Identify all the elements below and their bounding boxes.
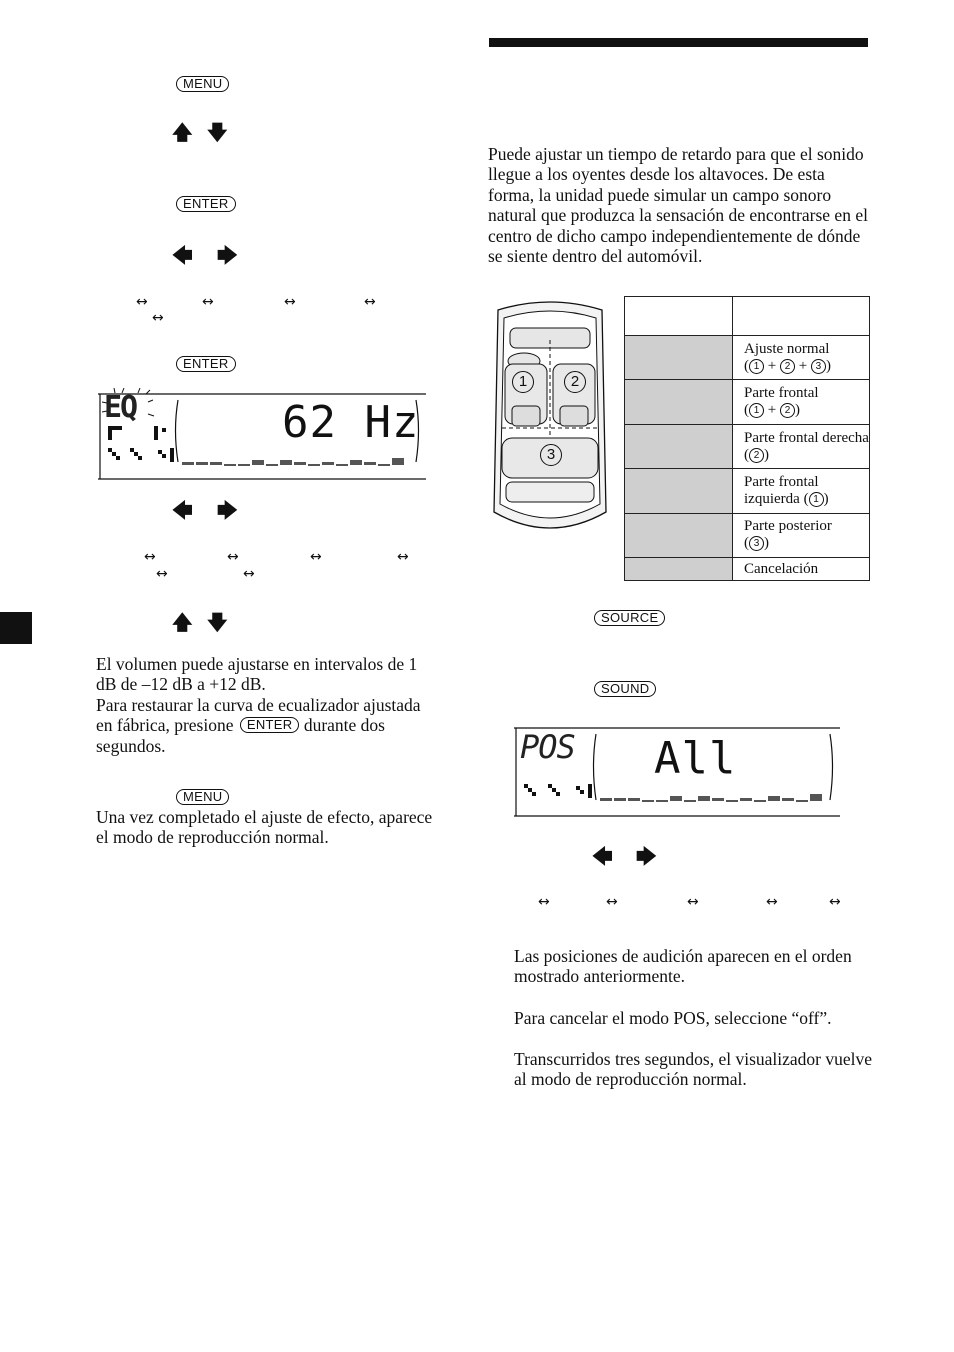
table-description-cell: Parte posterior ( 3 ) — [733, 513, 870, 557]
table-mode-cell — [625, 558, 733, 581]
menu-button[interactable]: MENU — [176, 76, 229, 92]
right-arrow-icon: 🡆 — [217, 243, 238, 267]
position-label: Parte posterior — [744, 518, 832, 535]
table-mode-cell — [625, 513, 733, 557]
table-mode-cell — [625, 469, 733, 513]
volume-range-paragraph: El volumen puede ajustarse en intervalos de 1 dB de –12 dB a +12 dB. — [96, 654, 418, 695]
lcd-frequency-value: 62 Hz — [282, 397, 420, 448]
table-header-cell — [733, 297, 870, 336]
lcd-mode-label: POS — [520, 728, 575, 766]
effect-complete-paragraph: Una vez completado el ajuste de efecto, aparece el modo de reproducción normal. — [96, 807, 433, 848]
cycle-arrow-icon: ↔ — [606, 894, 618, 910]
table-description-cell: Ajuste normal ( 1 + 2 + 3 ) — [733, 336, 870, 380]
table-header-cell — [625, 297, 733, 336]
section-tab-marker — [0, 612, 32, 644]
seat-number: 2 — [780, 359, 795, 374]
lcd-position-value: All — [654, 733, 737, 784]
enter-button[interactable]: ENTER — [240, 717, 300, 733]
seat-number: 3 — [749, 536, 764, 551]
cycle-arrow-icon: ↔ — [766, 894, 778, 910]
menu-button[interactable]: MENU — [176, 789, 229, 805]
seat-number: 1 — [809, 492, 824, 507]
left-arrow-icon: 🡄 — [172, 498, 193, 522]
down-arrow-icon: 🡇 — [207, 120, 228, 144]
seat-number: 3 — [811, 359, 826, 374]
car-outline — [488, 298, 612, 538]
cycle-arrow-icon: ↔ — [364, 294, 376, 310]
table-description-cell: Parte frontal izquierda ( 1 ) — [733, 469, 870, 513]
table-description-cell: Parte frontal derecha ( 2 ) — [733, 424, 870, 468]
cycle-arrow-icon: ↔ — [310, 549, 322, 565]
seat-1-label: 1 — [512, 371, 534, 393]
cycle-arrow-icon: ↔ — [227, 549, 239, 565]
position-label: Parte frontal — [744, 385, 819, 402]
table-row — [625, 469, 870, 513]
table-row — [625, 424, 870, 468]
cycle-arrow-icon: ↔ — [144, 549, 156, 565]
cycle-arrow-icon: ↔ — [397, 549, 409, 565]
listening-position-table — [624, 296, 870, 581]
position-label: Ajuste normal — [744, 340, 830, 357]
seat-number: 1 — [749, 359, 764, 374]
section-heading-rule — [489, 38, 868, 47]
table-row — [625, 513, 870, 557]
enter-button[interactable]: ENTER — [176, 196, 236, 212]
cycle-arrow-icon: ↔ — [829, 894, 841, 910]
seat-2-label: 2 — [564, 371, 586, 393]
table-header-row — [625, 297, 870, 336]
intro-paragraph: Puede ajustar un tiempo de retardo para que el sonido llegue a los oyentes desde los altavoces. De esta forma, la unidad puede simular un campo sonoro natural que produzca la sensación de encontrarse en el centro de dicho campo independientemente de dónde se siente dentro del automóvil. — [488, 144, 868, 267]
cycle-arrow-icon: ↔ — [538, 894, 550, 910]
table-description-cell: Cancelación — [733, 558, 870, 581]
order-note: Las posiciones de audición aparecen en el orden mostrado anteriormente. — [514, 946, 852, 987]
left-arrow-icon: 🡄 — [172, 243, 193, 267]
seat-number: 2 — [749, 448, 764, 463]
cycle-arrow-icon: ↔ — [284, 294, 296, 310]
position-label: Parte frontal izquierda — [744, 473, 819, 507]
pos-lcd-display — [514, 726, 840, 818]
lcd-mode-label: EQ — [104, 390, 137, 425]
eq-lcd-display — [98, 388, 426, 480]
cycle-arrow-icon: ↔ — [136, 294, 148, 310]
up-arrow-icon: 🡅 — [172, 610, 193, 634]
reset-text: Para restaurar la curva de ecualizador ajustada en fábrica, presione — [96, 695, 421, 736]
timeout-note: Transcurridos tres segundos, el visualizador vuelve al modo de reproducción normal. — [514, 1049, 873, 1090]
cancel-note: Para cancelar el modo POS, seleccione “off”. — [514, 1008, 832, 1028]
cycle-arrow-icon: ↔ — [152, 310, 164, 326]
seat-number: 2 — [780, 403, 795, 418]
right-arrow-icon: 🡆 — [636, 844, 657, 868]
reset-text-suffix: durante dos segundos. — [96, 715, 385, 756]
cycle-arrow-icon: ↔ — [156, 566, 168, 582]
reset-paragraph — [96, 695, 441, 756]
table-mode-cell — [625, 424, 733, 468]
table-row — [625, 558, 870, 581]
sound-button[interactable]: SOUND — [594, 681, 656, 697]
seat-3-label: 3 — [540, 444, 562, 466]
source-button[interactable]: SOURCE — [594, 610, 665, 626]
cycle-arrow-icon: ↔ — [687, 894, 699, 910]
table-mode-cell — [625, 336, 733, 380]
cycle-arrow-icon: ↔ — [202, 294, 214, 310]
up-arrow-icon: 🡅 — [172, 120, 193, 144]
table-description-cell: Parte frontal ( 1 + 2 ) — [733, 380, 870, 424]
position-label: Parte frontal derecha — [744, 429, 869, 446]
car-seating-diagram — [488, 298, 612, 538]
seat-number: 1 — [749, 403, 764, 418]
right-arrow-icon: 🡆 — [217, 498, 238, 522]
table-row — [625, 380, 870, 424]
left-arrow-icon: 🡄 — [592, 844, 613, 868]
enter-button[interactable]: ENTER — [176, 356, 236, 372]
table-row — [625, 336, 870, 380]
table-mode-cell — [625, 380, 733, 424]
down-arrow-icon: 🡇 — [207, 610, 228, 634]
cycle-arrow-icon: ↔ — [243, 566, 255, 582]
